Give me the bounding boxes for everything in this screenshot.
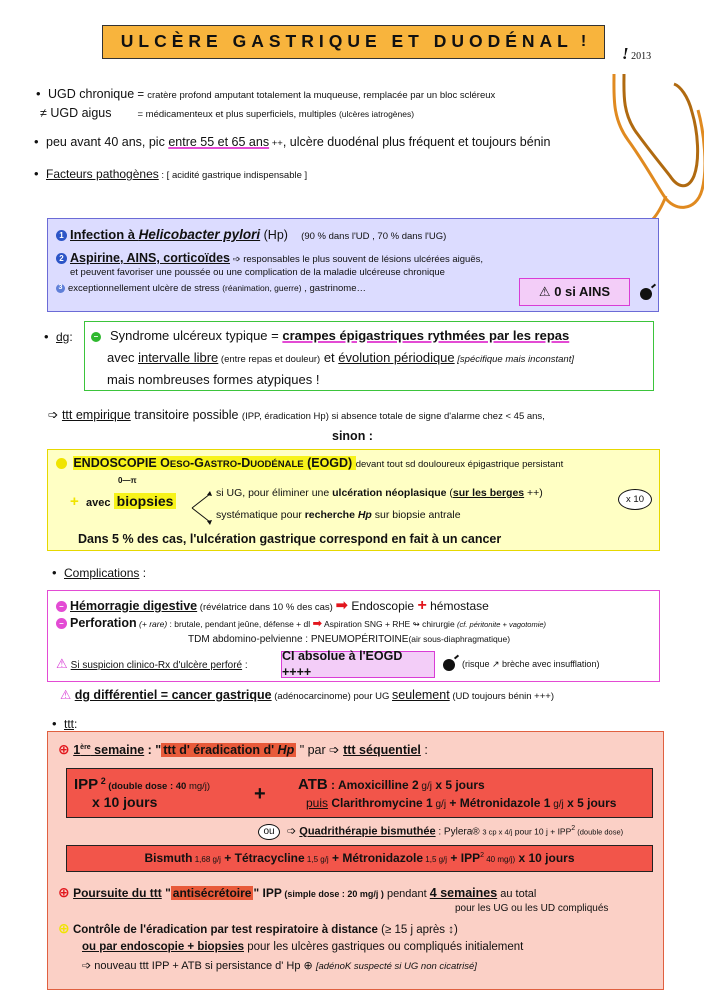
ains-warning-box: ⚠ 0 si AINS [519,278,630,306]
plus-icon: + [254,783,266,805]
premiere-semaine-line: ⊕ 1ère semaine : " ttt d' éradication d' Hp " par ➩ ttt séquentiel : [58,741,428,757]
year-label: 2013 [631,51,652,62]
yellow-plus-icon: ⊕ [58,920,70,936]
dg-line-3: mais nombreuses formes atypiques ! [107,372,320,387]
tdm-line: TDM abdomino-pelvienne : PNEUMOPÉRITOINE(air sous-diaphragmatique) [188,634,511,645]
exclamation-icon: ! [622,44,629,63]
ttt-label: • ttt: [52,716,78,731]
suspicion-line: ⚠ Si suspicion clinico-Rx d'ulcère perforé : [56,656,248,671]
ou-badge: ou [258,824,280,840]
red-plus-icon: ⊕ [58,741,70,757]
sinon-label: sinon : [332,429,373,443]
page-title: ULCÈRE GASTRIQUE ET DUODÉNAL [120,31,573,52]
ipp-line: IPP $^2$ (double dose : 40 mg/j) [74,776,211,793]
title-mark: ! [580,33,587,50]
cancer-note: Dans 5 % des cas, l'ulcération gastrique correspond en fait à un cancer [78,532,502,546]
red-plus-icon: ⊕ [58,884,70,900]
hemorragie-line: – Hémorragie digestive (révélatrice dans 10 % des cas) ➡ Endoscopie + hémostase [56,596,489,616]
ci-absolue-box: CI absolue à l'EOGD ++++ [281,651,435,678]
dg-line-2: avec intervalle libre (entre repas et douleur) et évolution périodique [spécifique mais inconstant] [107,350,574,365]
bomb-icon [640,288,652,304]
risque-note: (risque ↗ brèche avec insufflation) [462,659,600,669]
facteur-3: 3 exceptionnellement ulcère de stress (réanimation, guerre) , gastrinome… [56,283,366,295]
controle-line-1: ⊕ Contrôle de l'éradication par test respiratoire à distance (≥ 15 j après ↕) [58,920,458,936]
green-bullet-icon: – [91,332,101,342]
x10-badge: x 10 [618,489,652,510]
atb-line-1: ATB : Amoxicilline 2 g/j x 5 jours [298,776,485,793]
facteur-2: 2 Aspirine, AINS, corticoïdes ➩ responsables le plus souvent de lésions ulcérées aiguës, [56,251,483,267]
ttt-empirique-line: ➩ ttt empirique transitoire possible (IPP, éradication Hp) si absence totale de signe d'alarme chez < 45 ans, [48,408,545,422]
key-icon: 0—π [118,476,137,485]
intro-line-1: • UGD chronique = cratère profond amputant totalement la muqueuse, remplacée par un bloc scléreux [36,86,496,101]
year-stamp [622,43,651,64]
plus-yellow-icon: + [70,493,79,510]
biopsie-ug: si UG, pour éliminer une ulcération néoplasique (sur les berges ++) [216,487,543,499]
endoscopie-title: • ENDOSCOPIE OESO-GASTRO-DUODÉNALE (EOGD) devant tout sd douloureux épigastrique persistant [56,456,563,472]
dg-line-1: – Syndrome ulcéreux typique = crampes épigastriques rythmées par les repas [91,328,569,344]
facteur-2-detail: et peuvent favoriser une poussée ou une complication de la maladie ulcéreuse chronique [70,267,445,278]
number-2-icon: 2 [56,253,67,264]
bomb-icon [443,659,455,675]
atb-line-2: puis Clarithromycine 1 g/j + Métronidazole 1 g/j x 5 jours [306,796,617,810]
facteur-1: 1 Infection à Helicobacter pylori (Hp) (90 % dans l'UD , 70 % dans l'UG) [56,227,446,244]
dg-differentiel-line: ⚠ dg différentiel = cancer gastrique (adénocarcinome) pour UG seulement (UD toujours bénin +++) [60,688,554,702]
ipp-duration: x 10 jours [92,794,158,810]
avec-biopsies: + avec biopsies [70,493,176,512]
bismuth-box: Bismuth 1,68 g/j + Tétracycline 1,5 g/j + Métronidazole 1,5 $g/j + IPP^2$ 40 mg/j) x 10 jours [66,845,653,872]
yellow-bullet-icon: • [56,458,67,469]
number-3-icon: 3 [56,284,65,293]
number-1-icon: 1 [56,230,67,241]
pink-bullet-icon: – [56,601,67,612]
red-plus-icon: + [417,597,427,614]
dg-label: • dg: [44,329,73,344]
intro-line-3: • peu avant 40 ans, pic entre 55 et 65 ans ++, ulcère duodénal plus fréquent et toujours bénin [34,134,551,149]
perforation-line: – Perforation (+ rare) : brutale, pendant jeûne, défense + dl ➡ Aspiration SNG + RHE ↬ chirurgie (cf. péritonite + vagotomie) [56,616,546,632]
pink-bullet-icon: – [56,618,67,629]
stomach-drawing-icon [604,72,704,222]
red-arrow-icon: ➡ [312,618,323,630]
quadritherapie-line: ➩ Quadrithérapie bismuthée : Pylera® 3 cp x 4/j pour 10 $j + IPP^2$ (double dose) [287,825,624,838]
controle-line-2: ou par endoscopie + biopsies pour les ulcères gastriques ou compliqués initialement [82,941,524,953]
warning-icon: ⚠ [56,656,68,671]
controle-line-3: ➩ nouveau ttt IPP + ATB si persistance d' Hp ⊕ [adénoK suspecté si UG non cicatrisé] [82,960,477,972]
intro-line-2: ≠ UGD aigus = médicamenteux et plus superficiels, multiples (ulcères iatrogènes) [40,106,415,120]
poursuite-line: ⊕ Poursuite du ttt " antisécrétoire " IPP (simple dose : 20 mg/j ) pendant 4 semaines au total [58,884,537,900]
bullet-icon: • [34,166,39,181]
bullet-icon: • [34,134,39,149]
biopsie-hp: systématique pour recherche Hp sur biopsie antrale [216,509,461,521]
intro-line-4: • Facteurs pathogènes : [ acidité gastrique indispensable ] [34,166,308,181]
bullet-icon: • [36,86,41,101]
complications-label: • Complications : [52,565,147,580]
branch-arrows-icon [190,488,214,528]
red-arrow-icon: ➡ [335,597,349,614]
title-box [102,25,605,59]
poursuite-scope: pour les UG ou les UD compliqués [455,903,609,914]
